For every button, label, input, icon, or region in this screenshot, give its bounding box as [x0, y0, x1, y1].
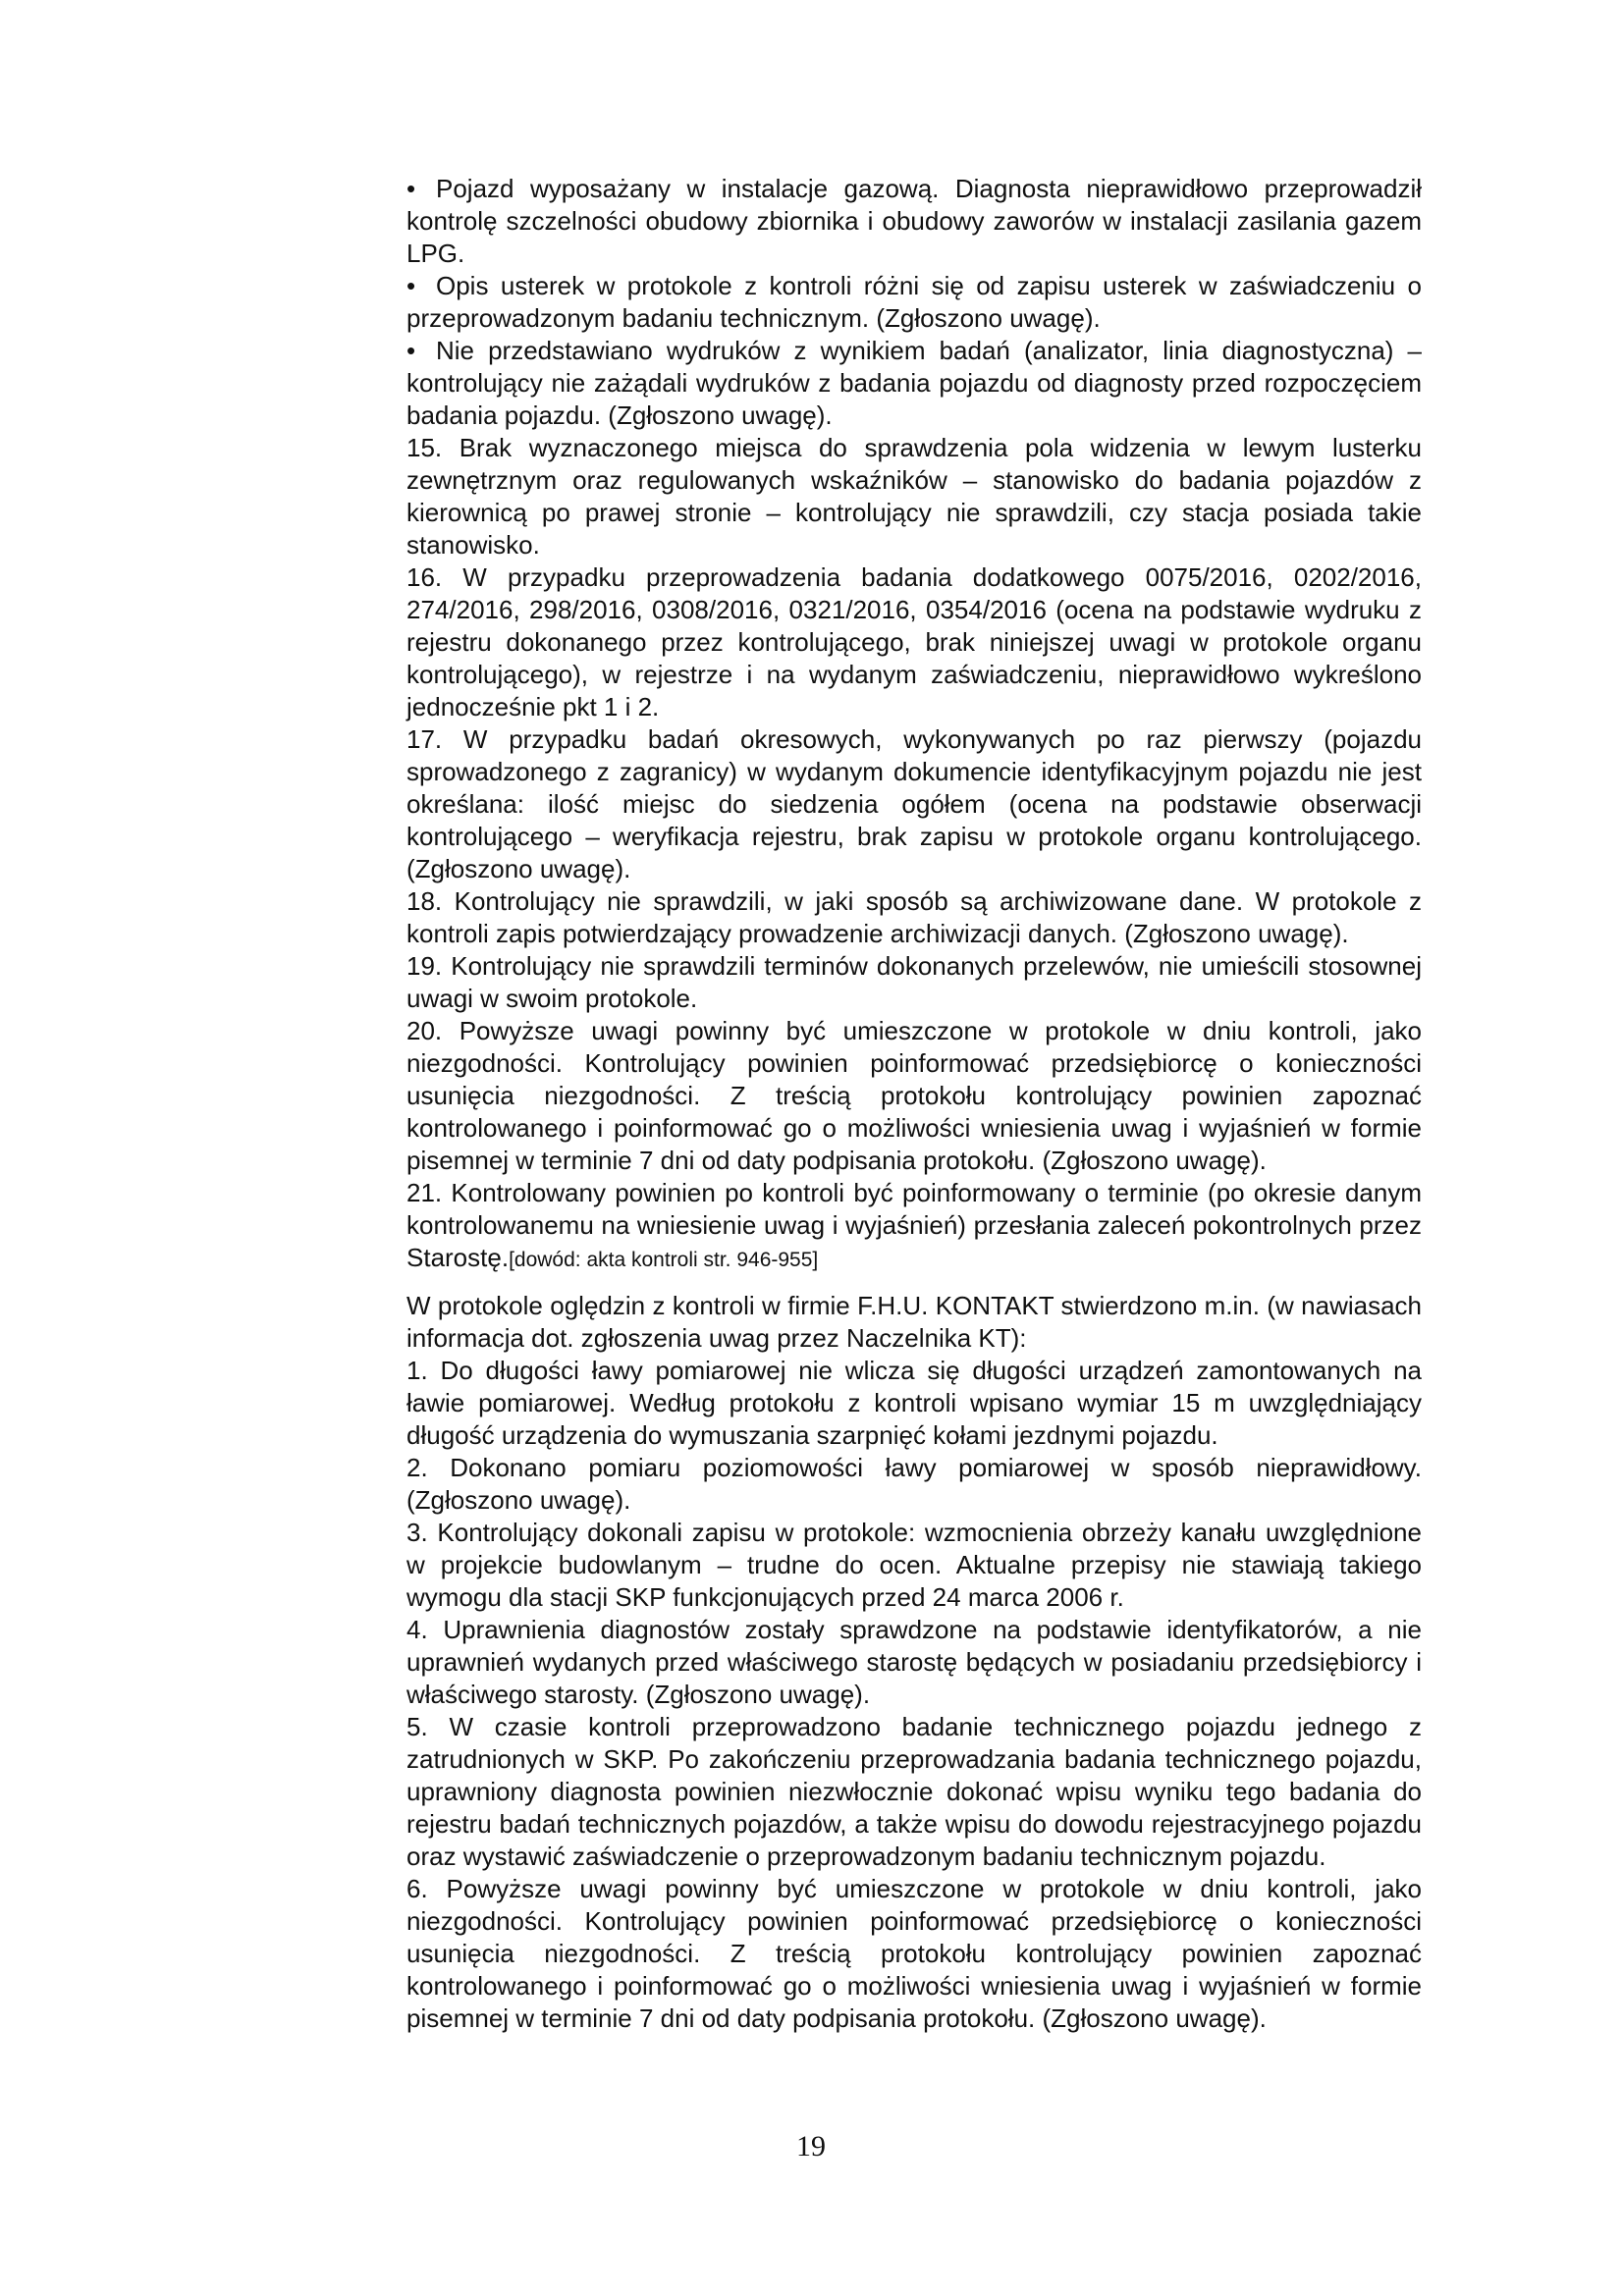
item-number: 15.: [406, 433, 443, 462]
item-number: 18.: [406, 886, 443, 916]
item-number: 5.: [406, 1712, 428, 1741]
item-number: 2.: [406, 1453, 428, 1482]
item-text: Kontrolujący nie sprawdzili, w jaki sposób są archiwizowane dane. W protokole z kontroli zapis potwierdzający prowadzenie archiwizacji danych. (Zgłoszono uwagę).: [406, 886, 1422, 948]
bullet-item: [406, 270, 1422, 335]
list-item: [406, 1177, 1422, 1276]
item-text: W czasie kontroli przeprowadzono badanie technicznego pojazdu jednego z zatrudnionych w SKP. Po zakończeniu przeprowadzania badania technicznego pojazdu, uprawniony diagnosta powinien niezwłocznie dokonać wpisu wyniku tego badania do rejestru badań technicznych pojazdów, a także wpisu do dowodu rejestracyjnego pojazdu oraz wystawić zaświadczenie o przeprowadzonym badaniu technicznym pojazdu.: [406, 1712, 1422, 1871]
bullet-item: [406, 335, 1422, 432]
item-text: Kontrolowany powinien po kontroli być poinformowany o terminie (po okresie danym kontrolowanemu na wniesienie uwag i wyjaśnień) przesłania zaleceń pokontrolnych przez Starostę.: [406, 1178, 1422, 1272]
item-number: 21.: [406, 1178, 443, 1207]
item-text: Uprawnienia diagnostów zostały sprawdzone na podstawie identyfikatorów, a nie uprawnień wydanych przed właściwego starostę będących w posiadaniu przedsiębiorcy i właściwego starosty. (Zgłoszono uwagę).: [406, 1615, 1422, 1709]
list-item: [406, 1711, 1422, 1873]
list-item: [406, 1452, 1422, 1517]
item-text: Kontrolujący dokonali zapisu w protokole: wzmocnienia obrzeży kanału uwzględnione w projekcie budowlanym – trudne do ocen. Aktualne przepisy nie stawiają takiego wymogu dla stacji SKP funkcjonujących przed 24 marca 2006 r.: [406, 1518, 1422, 1612]
section-intro: W protokole oględzin z kontroli w firmie F.H.U. KONTAKT stwierdzono m.in. (w nawiasach informacja dot. zgłoszenia uwag przez Naczelnika KT):: [406, 1291, 1422, 1353]
item-text: W przypadku badań okresowych, wykonywanych po raz pierwszy (pojazdu sprowadzonego z zagranicy) w wydanym dokumencie identyfikacyjnym pojazdu nie jest określana: ilość miejsc do siedzenia ogółem (ocena na podstawie obserwacji kontrolującego – weryfikacja rejestru, brak zapisu w protokole organu kontrolującego. (Zgłoszono uwagę).: [406, 724, 1422, 883]
list-item: [406, 1873, 1422, 2035]
list-item: [406, 1614, 1422, 1711]
item-text: Powyższe uwagi powinny być umieszczone w protokole w dniu kontroli, jako niezgodności. Kontrolujący powinien poinformować przedsiębiorcę o konieczności usunięcia niezgodności. Z treścią protokołu kontrolujący powinien zapoznać kontrolowanego i poinformować go o możliwości wniesienia uwag i wyjaśnień w formie pisemnej w terminie 7 dni od daty podpisania protokołu. (Zgłoszono uwagę).: [406, 1016, 1422, 1175]
bullet-text: Pojazd wyposażany w instalacje gazową. Diagnosta nieprawidłowo przeprowadził kontrolę szczelności obudowy zbiornika i obudowy zaworów w instalacji zasilania gazem LPG.: [406, 174, 1422, 268]
item-text: Do długości ławy pomiarowej nie wlicza się długości urządzeń zamontowanych na ławie pomiarowej. Według protokołu z kontroli wpisano wymiar 15 m uwzględniający długość urządzenia do wymuszania szarpnięć kołami jezdnymi pojazdu.: [406, 1356, 1422, 1450]
list-item: [406, 950, 1422, 1015]
list-item: [406, 723, 1422, 885]
document-body: [406, 173, 1422, 2035]
item-text: Powyższe uwagi powinny być umieszczone w protokole w dniu kontroli, jako niezgodności. Kontrolujący powinien poinformować przedsiębiorcę o konieczności usunięcia niezgodności. Z treścią protokołu kontrolujący powinien zapoznać kontrolowanego i poinformować go o możliwości wniesienia uwag i wyjaśnień w formie pisemnej w terminie 7 dni od daty podpisania protokołu. (Zgłoszono uwagę).: [406, 1874, 1422, 2033]
item-number: 19.: [406, 951, 443, 981]
item-text: Dokonano pomiaru poziomowości ławy pomiarowej w sposób nieprawidłowy. (Zgłoszono uwagę).: [406, 1453, 1422, 1515]
bullet-text: Nie przedstawiano wydruków z wynikiem badań (analizator, linia diagnostyczna) – kontrolujący nie zażądali wydruków z badania pojazdu od diagnosty przed rozpoczęciem badania pojazdu. (Zgłoszono uwagę).: [406, 336, 1422, 430]
bullet-icon: •: [406, 271, 416, 300]
item-number: 16.: [406, 562, 443, 592]
evidence-reference: [dowód: akta kontroli str. 946-955]: [509, 1249, 819, 1271]
page-number: 19: [796, 2130, 826, 2163]
list-item: [406, 1517, 1422, 1614]
item-number: 20.: [406, 1016, 443, 1045]
section-gap: [406, 1276, 1422, 1290]
item-number: 17.: [406, 724, 443, 754]
bullet-icon: •: [406, 174, 416, 203]
item-number: 4.: [406, 1615, 428, 1644]
item-text: Brak wyznaczonego miejsca do sprawdzenia pola widzenia w lewym lusterku zewnętrznym oraz regulowanych wskaźników – stanowisko do badania pojazdów z kierownicą po prawej stronie – kontrolujący nie sprawdzili, czy stacja posiada takie stanowisko.: [406, 433, 1422, 560]
list-item: [406, 885, 1422, 950]
item-number: 1.: [406, 1356, 428, 1385]
item-text: Kontrolujący nie sprawdzili terminów dokonanych przelewów, nie umieścili stosownej uwagi w swoim protokole.: [406, 951, 1422, 1013]
item-number: 3.: [406, 1518, 428, 1547]
item-number: 6.: [406, 1874, 428, 1903]
bullet-item: [406, 173, 1422, 270]
item-text: W przypadku przeprowadzenia badania dodatkowego 0075/2016, 0202/2016, 274/2016, 298/2016, 0308/2016, 0321/2016, 0354/2016 (ocena na podstawie wydruku z rejestru dokonanego przez kontrolującego, brak niniejszej uwagi w protokole organu kontrolującego), w rejestrze i na wydanym zaświadczeniu, nieprawidłowo wykreślono jednocześnie pkt 1 i 2.: [406, 562, 1422, 721]
list-item: [406, 1015, 1422, 1177]
bullet-text: Opis usterek w protokole z kontroli różni się od zapisu usterek w zaświadczeniu o przeprowadzonym badaniu technicznym. (Zgłoszono uwagę).: [406, 271, 1422, 333]
bullet-icon: •: [406, 336, 416, 365]
list-item: [406, 1355, 1422, 1452]
list-item: [406, 561, 1422, 723]
list-item: [406, 432, 1422, 561]
